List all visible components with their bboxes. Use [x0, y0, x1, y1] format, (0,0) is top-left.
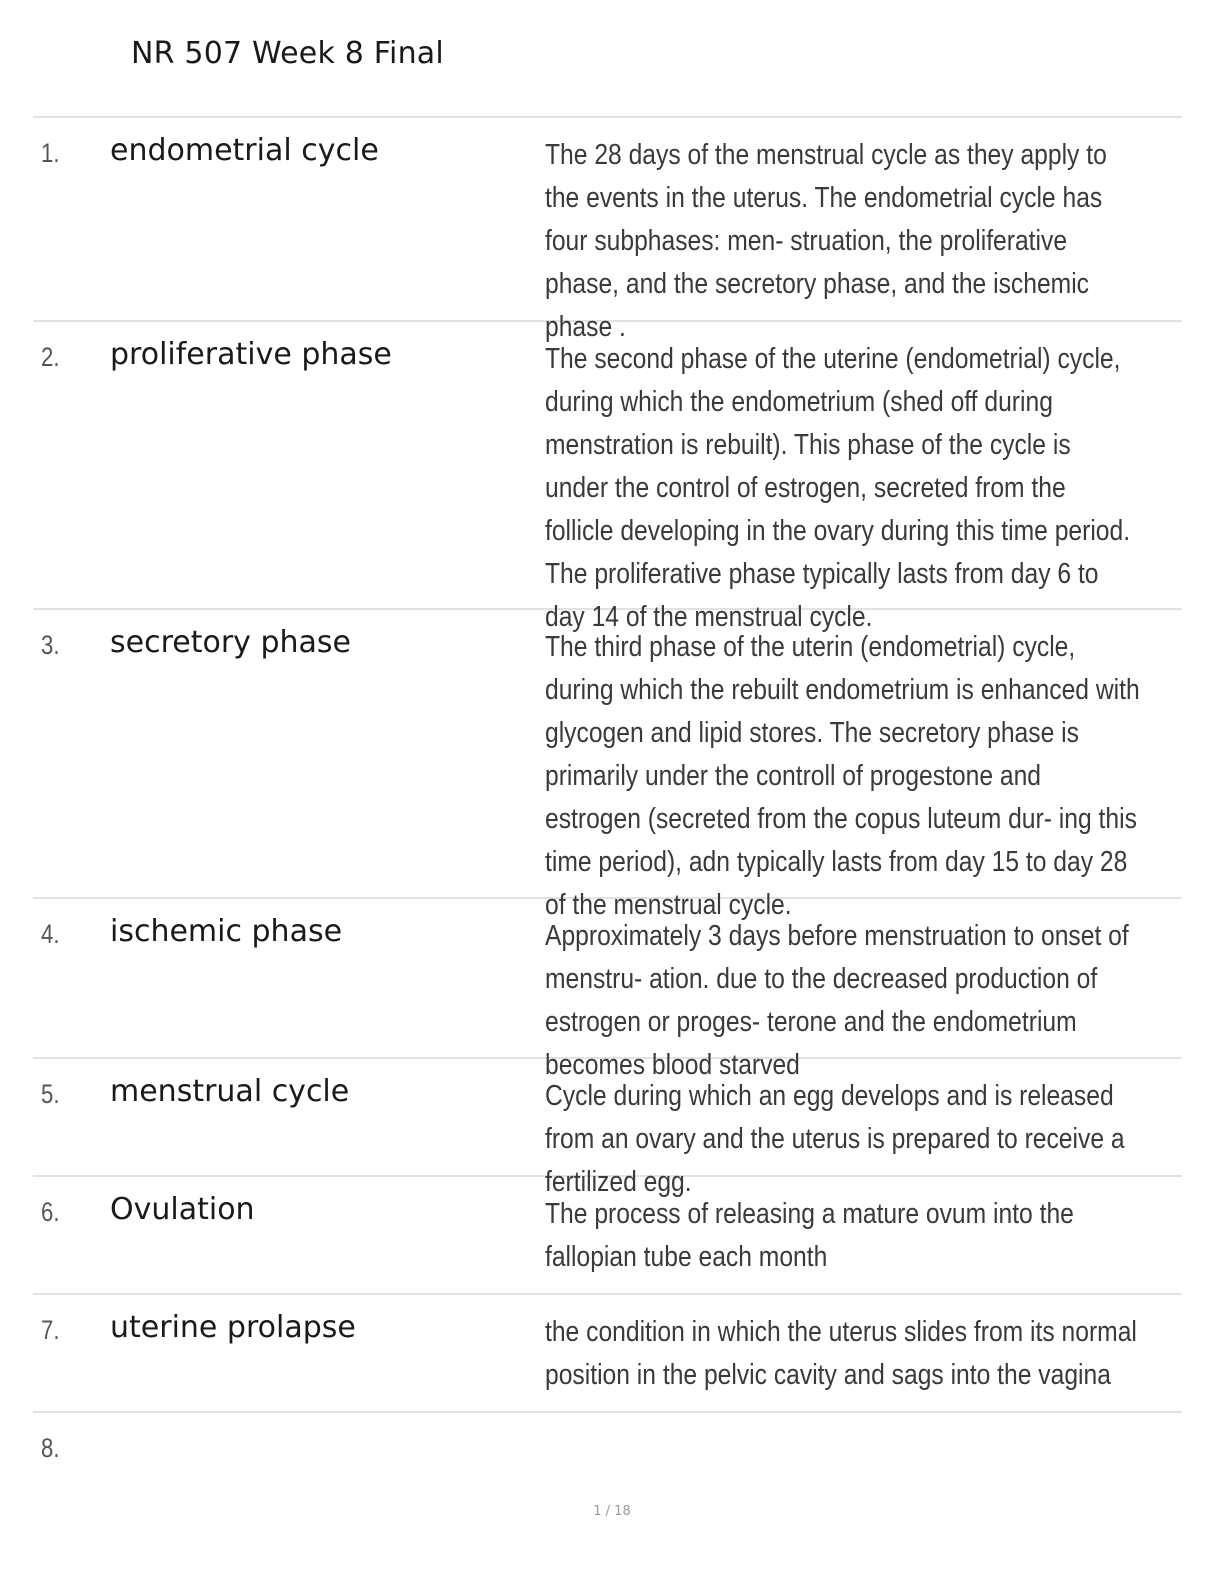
card-definition: The third phase of the uterin (endometrial) cycle, during which the rebuilt endometrium is enhanced with glycogen and lipid stores. The secretory phase is primarily under the controll of progestone and estrogen (secreted from the copus luteum dur- ing this time period), adn typically lasts from day 15 to day 28 of the menstrual cycle. — [545, 631, 1140, 921]
card-number: 7. — [41, 1315, 60, 1345]
document-title: NR 507 Week 8 Final — [131, 36, 444, 71]
flashcard-row — [33, 1059, 1182, 1198]
card-term: endometrial cycle — [110, 133, 379, 168]
card-term: menstrual cycle — [110, 1074, 350, 1109]
card-definition: The second phase of the uterine (endometrial) cycle, during which the endometrium (shed off during menstration is rebuilt). This phase of the cycle is under the control of estrogen, secreted from the follicle developing in the ovary during this time period. The proliferative phase typically lasts from day 6 to day 14 of the menstrual cycle. — [545, 343, 1131, 633]
card-number: 6. — [41, 1197, 60, 1227]
flashcard-row — [33, 899, 1182, 1081]
card-number: 4. — [41, 919, 60, 949]
card-term: ischemic phase — [110, 914, 343, 949]
card-number: 2. — [41, 342, 60, 372]
flashcard-row — [33, 118, 1182, 343]
flashcard-row — [33, 610, 1182, 921]
card-number: 3. — [41, 630, 60, 660]
card-term: uterine prolapse — [110, 1310, 356, 1345]
card-term: Ovulation — [110, 1192, 255, 1227]
flashcard-row — [33, 322, 1182, 633]
card-definition: The process of releasing a mature ovum into the fallopian tube each month — [545, 1198, 1074, 1273]
flashcard-row — [33, 1177, 1182, 1295]
card-number: 8. — [41, 1433, 60, 1463]
card-definition: Cycle during which an egg develops and is released from an ovary and the uterus is prepared to receive a fertilized egg. — [545, 1080, 1125, 1198]
card-number: 5. — [41, 1079, 60, 1109]
flashcard-row — [33, 1413, 1182, 1483]
card-definition: the condition in which the uterus slides from its normal position in the pelvic cavity and sags into the vagina — [545, 1316, 1137, 1391]
card-definition: Approximately 3 days before menstruation to onset of menstru- ation. due to the decreased production of estrogen or proges- terone and the endometrium becomes blood starved — [545, 920, 1129, 1081]
flashcard-row — [33, 1295, 1182, 1413]
card-definition: The 28 days of the menstrual cycle as they apply to the events in the uterus. The endometrial cycle has four subphases: men- struation, the proliferative phase, and the secretory phase, and the ischemic phase . — [545, 139, 1107, 343]
card-number: 1. — [41, 138, 60, 168]
card-term: secretory phase — [110, 625, 351, 660]
flashcard-list — [33, 116, 1182, 1483]
page-indicator: 1 / 18 — [593, 1504, 631, 1519]
card-term: proliferative phase — [110, 337, 392, 372]
